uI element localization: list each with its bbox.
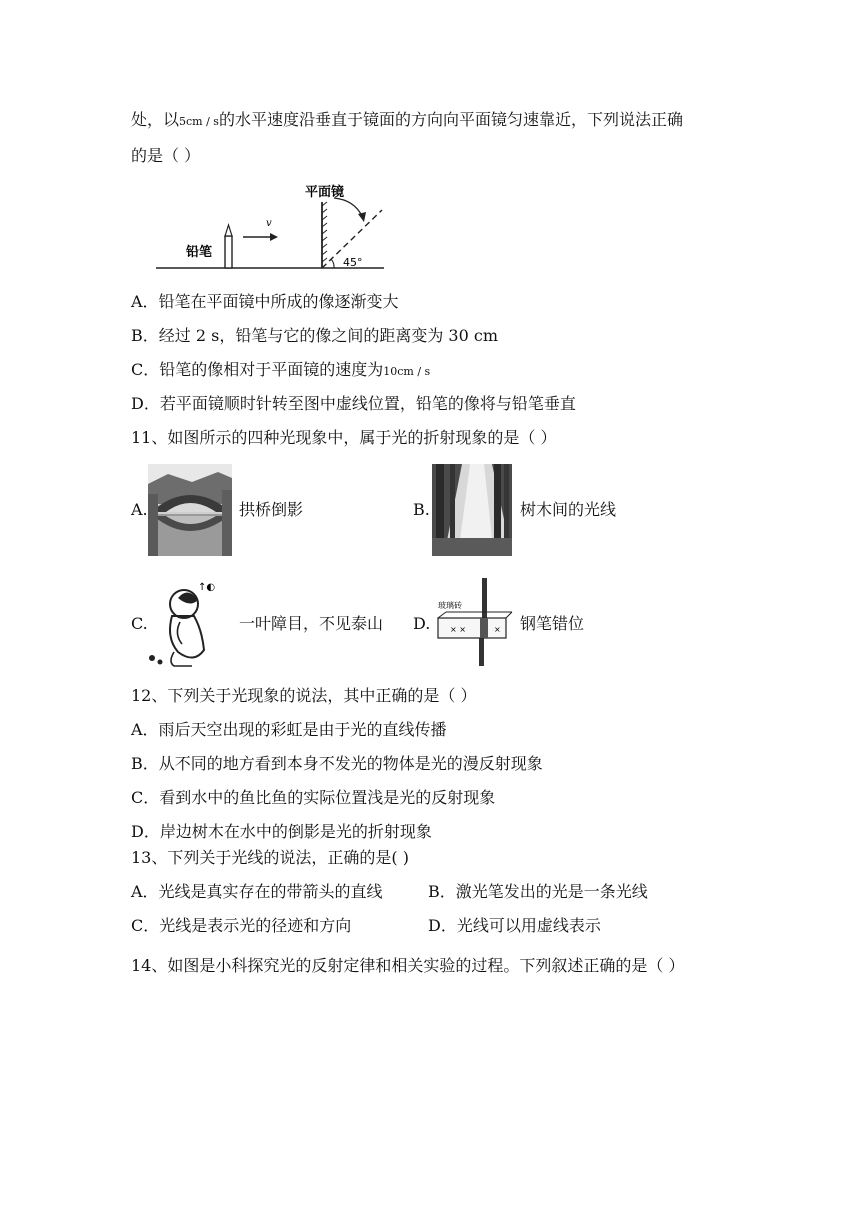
q13-option-d: D．光线可以用虚线表示 [428, 916, 601, 935]
q12-stem: 12、下列关于光现象的说法，其中正确的是（ ） [131, 686, 477, 705]
q11-option-d-caption: 钢笔错位 [520, 614, 585, 633]
q12-option-a: A．雨后天空出现的彩虹是由于光的直线传播 [131, 720, 447, 739]
q10-option-c [131, 360, 430, 382]
svg-text:×: × [494, 625, 501, 634]
q10-stem-line2: 的是（ ） [131, 146, 201, 165]
q14-stem: 14、如图是小科探究光的反射定律和相关实验的过程。下列叙述正确的是（ ） [131, 956, 685, 975]
forest-light-photo [432, 464, 512, 556]
q10-option-b: B．经过 2 s，铅笔与它的像之间的距离变为 30 cm [131, 326, 498, 345]
q13-option-a: A．光线是真实存在的带箭头的直线 [131, 882, 383, 901]
q12-option-c: C．看到水中的鱼比鱼的实际位置浅是光的反射现象 [131, 788, 496, 807]
q11-option-c-letter: C. [131, 614, 148, 633]
rotation-arrow [334, 198, 362, 216]
q10-option-c-prefix: C．铅笔的像相对于平面镜的速度为 [131, 360, 384, 379]
q12-option-b: B．从不同的地方看到本身不发光的物体是光的漫反射现象 [131, 754, 543, 773]
svg-text:↑◐: ↑◐ [198, 582, 216, 593]
q11-option-b-caption: 树木间的光线 [520, 500, 617, 519]
arch-bridge-photo [148, 464, 232, 556]
q10-option-a: A．铅笔在平面镜中所成的像逐渐变大 [131, 292, 399, 311]
q11-option-a-caption: 拱桥倒影 [239, 500, 304, 519]
svg-text:× ×: × × [450, 625, 466, 634]
velocity-arrowhead [270, 233, 278, 241]
q11-stem: 11、如图所示的四种光现象中，属于光的折射现象的是（ ） [131, 428, 557, 447]
q13-stem: 13、下列关于光线的说法，正确的是( ) [131, 848, 409, 867]
pencil-tip [225, 225, 232, 236]
q13-option-b: B．激光笔发出的光是一条光线 [428, 882, 648, 901]
q10-option-d: D．若平面镜顺时针转至图中虚线位置，铅笔的像将与铅笔垂直 [131, 394, 576, 413]
angle-label: 45° [343, 256, 363, 269]
pencil-label: 铅笔 [186, 245, 213, 260]
q10-stem-line1 [131, 110, 683, 132]
velocity-label: v [266, 218, 272, 229]
q13-option-c: C．光线是表示光的径迹和方向 [131, 916, 352, 935]
pen-glass-figure [432, 574, 514, 668]
q11-option-a-letter: A. [131, 500, 148, 519]
q10-stem-part2: 的水平速度沿垂直于镜面的方向向平面镜匀速靠近，下列说法正确 [218, 110, 683, 129]
q10-option-c-value: 10cm / s [383, 365, 431, 378]
leaf-eye-cartoon [144, 578, 230, 670]
q10-mirror-figure [150, 182, 390, 274]
q11-option-c-caption: 一叶障目，不见泰山 [239, 614, 384, 633]
q12-option-d: D．岸边树木在水中的倒影是光的折射现象 [131, 822, 432, 841]
mirror-label: 平面镜 [305, 185, 345, 200]
glass-block-label: 玻璃砖 [438, 601, 462, 610]
q10-stem-part1: 处，以 [131, 110, 180, 129]
q11-option-d-letter: D. [413, 614, 431, 633]
q10-speed-value: 5cm / s [179, 115, 219, 128]
q11-option-b-letter: B. [413, 500, 430, 519]
pencil-body [225, 236, 232, 268]
